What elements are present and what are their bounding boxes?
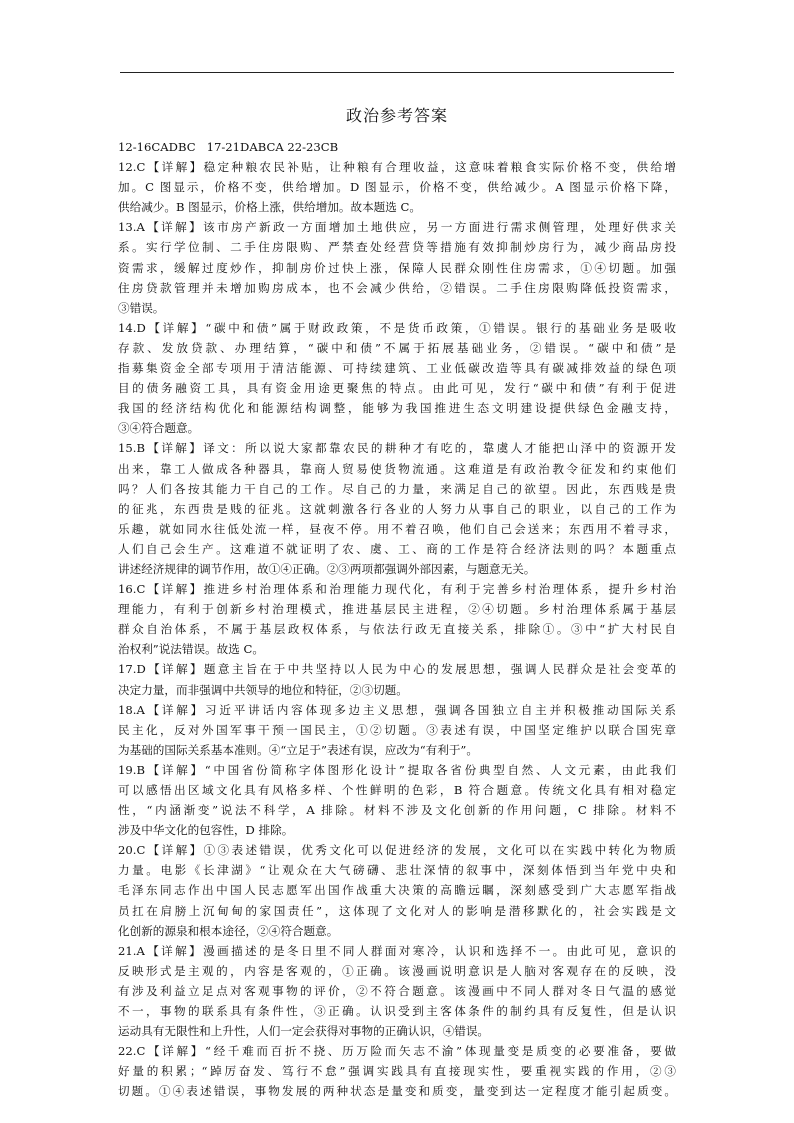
- text-line: 资需求，缓解过度炒作，抑制房价过快上涨，保障人民群众刚性住房需求，①④切题。加强: [118, 260, 676, 275]
- text-line: 讲述经济规律的调节作用，故①④正确。②③两项都强调外部因素，与题意无关。: [118, 561, 536, 576]
- text-line: 切题。①④表述错误，事物发展的两种状态是量变和质变，量变到达一定程度才能引起质变。: [118, 1084, 676, 1099]
- text-line: 员扛在肩膀上沉甸甸的家国责任”，这体现了文化对人的影响是潜移默化的，社会实践是文: [118, 903, 676, 918]
- answer-key-line: 12-16CADBC 17-21DABCA 22-23CB: [118, 140, 339, 154]
- text-line: 加。C 图显示，价格不变，供给增加。D 图显示，价格不变，供给减少。A 图显示价格下降，: [118, 180, 676, 195]
- text-line: 运动具有无限性和上升性，人们一定会获得对事物的正确认识，④错误。: [118, 1024, 490, 1039]
- text-line: 为基础的国际关系基本准则。④“立足于”表述有误，应改为“有利于”。: [118, 742, 478, 757]
- text-line: 21.A【详解】漫画描述的是冬日里不同人群面对寒冷，认识和选择不一。由此可见，意识的: [118, 943, 676, 958]
- page-title: 政治参考答案: [345, 106, 448, 125]
- text-line: 力量。电影《长津湖》“让观众在大气磅礴、悲壮深情的叙事中，深刻体悟到当年党中央和: [118, 863, 676, 878]
- text-line: 我国的经济结构优化和能源结构调整，能够为我国推进生态文明建设提供绿色金融支持，: [118, 401, 676, 416]
- text-line: 目的债务融资工具，具有资金用途更聚焦的特点。由此可见，发行“碳中和债”有利于促进: [118, 381, 676, 396]
- text-line: 不一，事物的联系具有条件性，③正确。认识受到主客体条件的制约具有反复性，但是认识: [118, 1004, 676, 1019]
- text-line: 群众自治体系，不属于基层政权体系，与依法行政无直接关系，排除①。③中“扩大村民自: [118, 622, 676, 637]
- text-line: 好量的积累；“踔厉奋发、笃行不怠”强调实践具有直接现实性，要重视实践的作用，②③: [118, 1064, 676, 1079]
- text-line: 可以感悟出区域文化具有风格多样、个性鲜明的色彩，B 符合题意。传统文化具有相对稳定: [118, 783, 676, 797]
- text-line: 存款、发放贷款、办理结算，“碳中和债”不属于拓展基础业务，②错误。“碳中和债”是: [118, 340, 676, 355]
- text-line: 20.C【详解】①③表述错误，优秀文化可以促进经济的发展，文化可以在实践中转化为物质: [118, 843, 676, 858]
- explanation-lines: [118, 157, 676, 1101]
- text-line: 指募集资金全部专项用于清洁能源、可持续建筑、工业低碳改造等具有碳减排效益的绿色项: [118, 361, 676, 376]
- text-line: 12.C【详解】稳定种粮农民补贴，让种粮有合理收益，这意味着粮食实际价格不变，供给增: [118, 160, 676, 175]
- text-line: 14.D【详解】“碳中和债”属于财政政策，不是货币政策，①错误。银行的基础业务是吸收: [118, 320, 676, 335]
- text-line: 乐趣，就如同水往低处流一样，昼夜不停。用不着召唤，他们自己会送来；东西用不着寻求，: [118, 521, 676, 536]
- text-line: 涉及中华文化的包容性，D 排除。: [118, 823, 294, 838]
- text-line: 13.A【详解】该市房产新政一方面增加土地供应，另一方面进行需求侧管理，处理好供求关: [118, 220, 676, 235]
- text-line: 民主化，反对外国军事干预一国民主，①②切题。③表述有误，中国坚定维护以联合国宪章: [118, 722, 676, 737]
- text-line: 19.B【详解】“中国省份简称字体图形化设计”提取各省份典型自然、人文元素，由此我们: [118, 762, 676, 777]
- text-line: ③④符合题意。: [118, 421, 200, 436]
- text-line: 毛泽东同志作出中国人民志愿军出国作战重大决策的高瞻远瞩，深刻感受到广大志愿军指战: [118, 883, 676, 898]
- text-line: 反映形式是主观的，内容是客观的，①正确。该漫画说明意识是人脑对客观存在的反映，没: [118, 963, 676, 978]
- text-line: 吗？人们各按其能力干自己的工作。尽自己的力量，来满足自己的欲望。因此，东西贱是贵: [118, 481, 676, 496]
- text-line: 系。实行学位制、二手住房限购、严禁查处经营贷等措施有效抑制炒房行为，减少商品房投: [118, 240, 676, 255]
- header-rule: [120, 72, 674, 73]
- text-line: ③错误。: [118, 300, 165, 315]
- text-line: 22.C【详解】“经千难而百折不挠、历万险而矢志不渝”体现量变是质变的必要准备，要做: [118, 1044, 676, 1059]
- text-line: 性，“内涵渐变”说法不科学，A 排除。材料不涉及文化创新的作用问题，C 排除。材料不: [118, 803, 676, 818]
- text-line: 的征兆，东西贵是贱的征兆。这就刺激各行各业的人努力从事自己的职业，以自己的工作为: [118, 501, 676, 516]
- answer-content: [118, 137, 676, 1102]
- text-line: 17.D【详解】题意主旨在于中共坚持以人民为中心的发展思想，强调人民群众是社会变革的: [118, 662, 676, 677]
- text-line: 人们自己会生产。这难道不就证明了农、虞、工、商的工作是符合经济法则的吗？本题重点: [118, 541, 676, 556]
- text-line: 治权利”说法错误。故选 C。: [118, 642, 265, 657]
- text-line: 15.B【详解】译文：所以说大家都靠农民的耕种才有吃的，靠虞人才能把山泽中的资源开发: [118, 441, 676, 456]
- text-line: 出来，靠工人做成各种器具，靠商人贸易使货物流通。这难道是有政治教令征发和约束他们: [118, 461, 676, 476]
- text-line: 住房贷款管理并未增加购房成本，也不会减少供给，②错误。二手住房限购降低投资需求，: [118, 280, 676, 295]
- text-line: 有涉及利益立足点对客观事物的评价，②不符合题意。该漫画中不同人群对冬日气温的感觉: [118, 983, 676, 998]
- text-line: 18.A【详解】习近平讲话内容体现多边主义思想，强调各国独立自主并积极推动国际关系: [118, 702, 676, 717]
- text-line: 理能力，有利于创新乡村治理模式，推进基层民主进程，②④切题。乡村治理体系属于基层: [118, 602, 676, 617]
- text-line: 决定力量，而非强调中共领导的地位和特征，②③切题。: [118, 682, 408, 697]
- text-line: 16.C【详解】推进乡村治理体系和治理能力现代化，有利于完善乡村治理体系，提升乡村治: [118, 582, 676, 597]
- text-line: 供给减少。B 图显示，价格上涨，供给增加。故本题选 C。: [118, 200, 422, 215]
- text-line: 化创新的源泉和根本途径，②④符合题意。: [118, 923, 339, 938]
